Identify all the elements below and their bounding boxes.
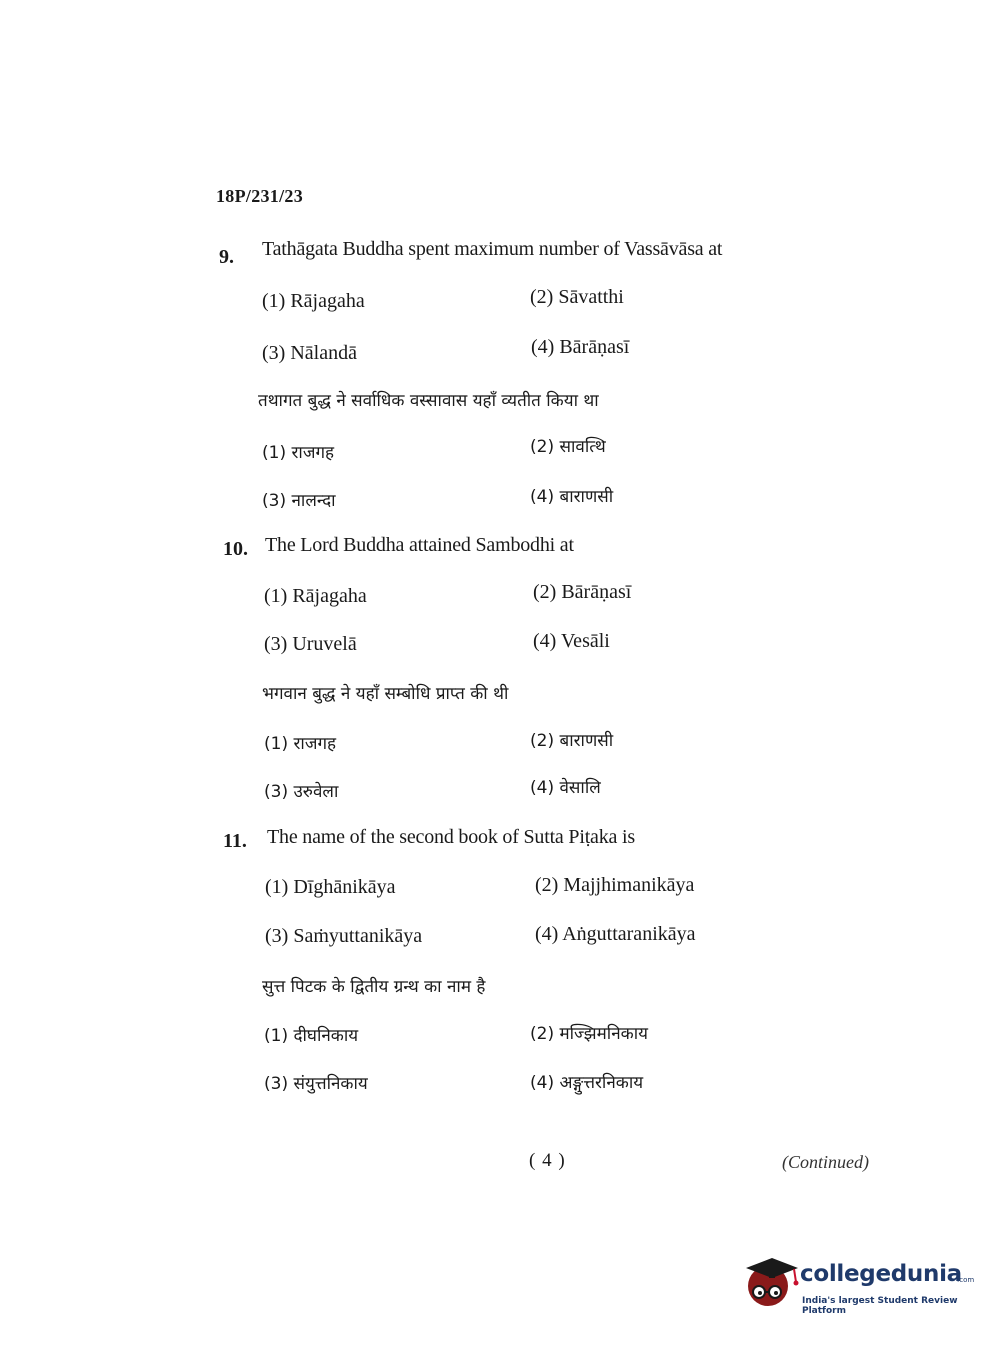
option: (3) Nālandā	[262, 342, 357, 364]
paper-code: 18P/231/23	[216, 186, 303, 206]
option-hindi: (2) मज्झिमनिकाय	[530, 1024, 648, 1044]
option-hindi: (3) नालन्दा	[262, 491, 336, 511]
option-hindi: (4) अङ्गुत्तरनिकाय	[530, 1073, 644, 1093]
question-text: Tathāgata Buddha spent maximum number of Vassāvāsa at	[262, 238, 723, 260]
option-hindi: (1) राजगह	[262, 443, 335, 463]
option-hindi: (4) बाराणसी	[530, 487, 614, 507]
graduate-mascot-icon	[742, 1252, 800, 1314]
option: (4) Bārāṇasī	[531, 336, 630, 358]
question-text-hindi: भगवान बुद्ध ने यहाँ सम्बोधि प्राप्त की थी	[262, 684, 509, 704]
option: (4) Vesāli	[533, 630, 610, 652]
option-hindi: (3) संयुत्तनिकाय	[264, 1074, 368, 1094]
continued-label: (Continued)	[782, 1152, 869, 1172]
question-text-hindi: सुत्त पिटक के द्वितीय ग्रन्थ का नाम है	[262, 977, 486, 997]
option-hindi: (3) उरुवेला	[264, 782, 339, 802]
option: (1) Dīghānikāya	[265, 876, 396, 898]
question-text: The Lord Buddha attained Sambodhi at	[265, 534, 574, 556]
question-number: 9.	[219, 246, 234, 268]
option: (1) Rājagaha	[262, 290, 365, 312]
option: (2) Majjhimanikāya	[535, 874, 695, 896]
brand-name: collegedunia	[800, 1261, 962, 1287]
option: (2) Bārāṇasī	[533, 581, 632, 603]
option-hindi: (1) दीघनिकाय	[264, 1026, 359, 1046]
page-number: ( 4 )	[529, 1150, 566, 1171]
question-text-hindi: तथागत बुद्ध ने सर्वाधिक वस्सावास यहाँ व्यतीत किया था	[258, 391, 599, 411]
option-hindi: (1) राजगह	[264, 734, 337, 754]
option: (3) Uruvelā	[264, 633, 357, 655]
option: (3) Saṁyuttanikāya	[265, 925, 423, 947]
question-text: The name of the second book of Sutta Piṭaka is	[267, 826, 635, 848]
brand-tagline: India's largest Student Review Platform	[802, 1296, 958, 1316]
brand-domain: .com	[957, 1276, 975, 1284]
option-hindi: (4) वेसालि	[530, 778, 601, 798]
question-number: 10.	[223, 538, 248, 560]
option: (4) Aṅguttaranikāya	[535, 923, 696, 945]
option-hindi: (2) सावत्थि	[530, 437, 606, 457]
option: (1) Rājagaha	[264, 585, 367, 607]
question-number: 11.	[223, 830, 247, 852]
option: (2) Sāvatthi	[530, 286, 624, 308]
option-hindi: (2) बाराणसी	[530, 731, 614, 751]
